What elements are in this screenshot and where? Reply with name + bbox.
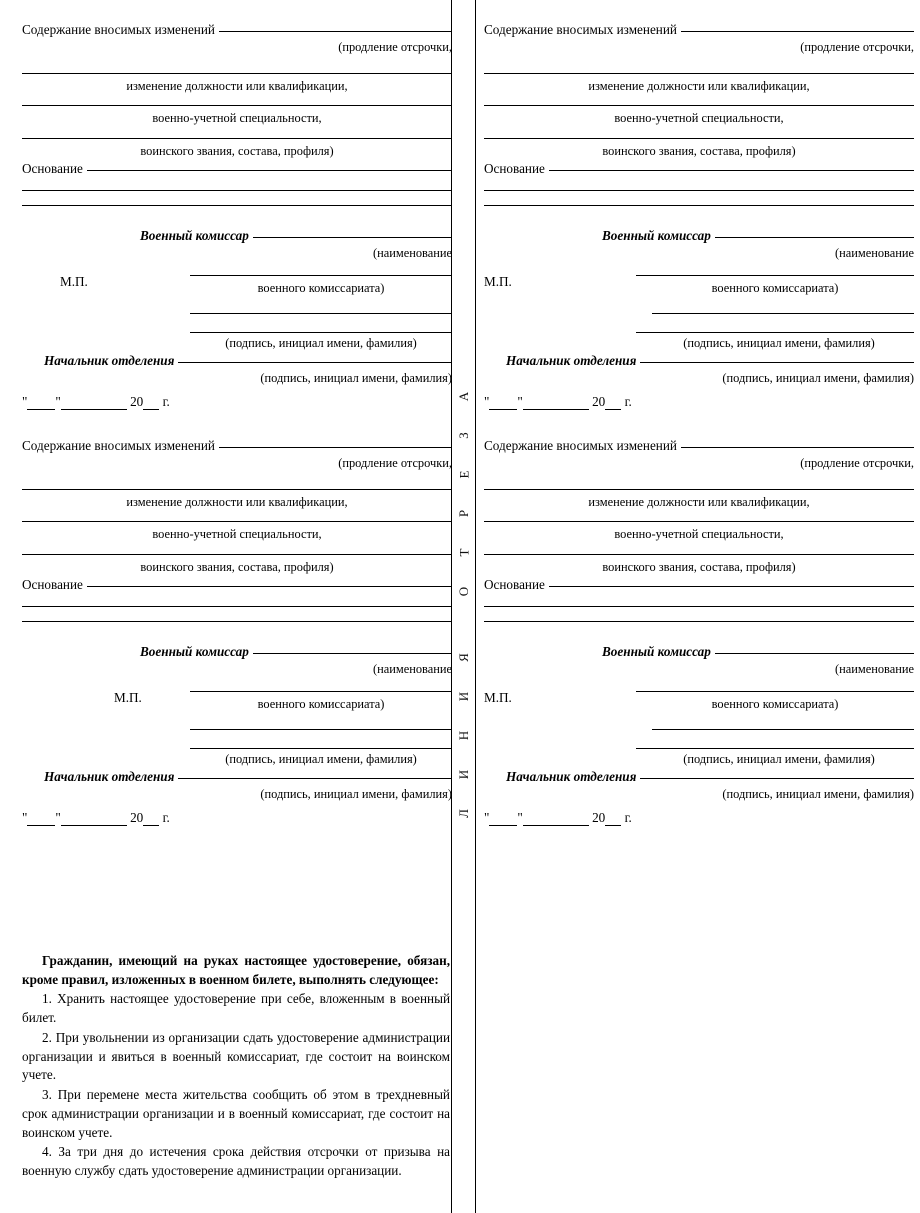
caption-rank: воинского звания, состава, профиля) (602, 144, 796, 159)
caption-name-2: военного комиссариата) (257, 696, 385, 711)
caption-extension: (продление отсрочки, (800, 40, 914, 55)
basis-line (22, 577, 452, 592)
instruction-item: 2. При увольнении из организации сдать удостоверение администрации организации и явиться в военный комиссариат, где состоит на воинском учете. (22, 1029, 450, 1083)
commissar-input-rule[interactable] (253, 653, 452, 654)
basis-line (484, 161, 914, 176)
date-quote-close: " (517, 393, 523, 409)
caption-position-change: изменение должности или квалификации, (588, 78, 810, 93)
signature-area (22, 228, 452, 410)
cut-line-letter: Т (455, 548, 471, 557)
cut-line-letter: Н (455, 730, 471, 740)
date-year-prefix: 20 (592, 393, 606, 409)
content-label: Содержание вносимых изменений (484, 437, 677, 453)
date-year-suffix: г. (162, 393, 170, 409)
seal-label: М.П. (114, 689, 142, 705)
caption-name-2: военного комиссариата) (257, 280, 385, 295)
date-quote-open: " (22, 809, 28, 825)
caption-name-1: (наименование (834, 246, 914, 261)
chief-label: Начальник отделения (506, 768, 637, 784)
chief-input-rule[interactable] (178, 362, 452, 363)
basis-label: Основание (22, 576, 83, 592)
basis-rule-3[interactable] (484, 205, 914, 206)
cut-line-vertical-label (451, 390, 476, 820)
date-month-blank[interactable] (61, 398, 127, 410)
cut-line-letter: З (455, 432, 471, 439)
date-year-blank[interactable] (143, 814, 159, 826)
chief-label: Начальник отделения (44, 768, 175, 784)
content-label: Содержание вносимых изменений (484, 22, 677, 37)
chief-label: Начальник отделения (506, 353, 637, 368)
amendment-block-left-bottom (22, 410, 452, 826)
chief-label: Начальник отделения (44, 353, 175, 368)
content-label: Содержание вносимых изменений (22, 437, 215, 453)
chief-input-rule[interactable] (178, 778, 452, 779)
chief-input-rule[interactable] (640, 778, 914, 779)
caption-rank: воинского звания, состава, профиля) (140, 559, 334, 574)
instructions-block (22, 952, 450, 1182)
basis-line (22, 161, 452, 176)
signature-area (484, 644, 914, 826)
caption-specialty: военно-учетной специальности, (152, 111, 322, 126)
cut-line-letter: А (455, 391, 471, 402)
basis-input-rule[interactable] (87, 586, 452, 587)
basis-label: Основание (484, 160, 545, 176)
commissar-line (602, 644, 914, 659)
seal-label: М.П. (484, 273, 512, 289)
caption-signature-1: (подпись, инициал имени, фамилия) (683, 752, 875, 767)
date-quote-close: " (55, 393, 61, 409)
cut-line-letter: Я (455, 652, 471, 662)
commissar-label: Военный комиссар (140, 227, 249, 243)
amendment-block-right-bottom (484, 410, 914, 826)
signature-area (484, 228, 914, 410)
date-year-prefix: 20 (130, 809, 144, 825)
caption-extension: (продление отсрочки, (338, 455, 452, 470)
date-quote-open: " (484, 809, 490, 825)
commissar-line (140, 644, 452, 659)
caption-extension: (продление отсрочки, (338, 40, 452, 55)
chief-line (506, 353, 914, 368)
caption-signature-2: (подпись, инициал имени, фамилия) (260, 786, 452, 801)
caption-signature-1: (подпись, инициал имени, фамилия) (683, 336, 875, 351)
date-month-blank[interactable] (61, 814, 127, 826)
caption-name-1: (наименование (372, 661, 452, 676)
chief-line (506, 769, 914, 784)
caption-rank: воинского звания, состава, профиля) (602, 559, 796, 574)
date-year-suffix: г. (624, 393, 632, 409)
content-input-rule[interactable] (219, 447, 452, 448)
amendment-block-right-top (484, 0, 914, 410)
commissar-line (602, 228, 914, 243)
content-line (484, 438, 914, 453)
caption-specialty: военно-учетной специальности, (614, 111, 784, 126)
basis-label: Основание (22, 160, 83, 176)
caption-position-change: изменение должности или квалификации, (126, 78, 348, 93)
content-input-rule[interactable] (219, 31, 452, 32)
basis-rule-3[interactable] (22, 621, 452, 622)
commissar-input-rule[interactable] (715, 653, 914, 654)
date-day-blank[interactable] (489, 398, 517, 410)
amendment-block-left-top (22, 0, 452, 410)
basis-rule-3[interactable] (484, 621, 914, 622)
date-quote-open: " (22, 393, 28, 409)
caption-specialty: военно-учетной специальности, (152, 527, 322, 542)
signature-area (22, 644, 452, 826)
date-year-blank[interactable] (605, 814, 621, 826)
right-column (484, 0, 914, 826)
commissar-label: Военный комиссар (602, 643, 711, 659)
date-day-blank[interactable] (27, 814, 55, 826)
cut-line-letter: Е (455, 470, 471, 479)
date-year-prefix: 20 (130, 393, 144, 409)
caption-name-1: (наименование (834, 661, 914, 676)
date-line[interactable] (484, 810, 914, 826)
date-month-blank[interactable] (523, 398, 589, 410)
date-line[interactable] (484, 394, 914, 410)
caption-signature-1: (подпись, инициал имени, фамилия) (225, 752, 417, 767)
commissar-input-rule[interactable] (253, 237, 452, 238)
caption-position-change: изменение должности или квалификации, (126, 494, 348, 509)
basis-label: Основание (484, 576, 545, 592)
cut-line-divider (451, 0, 476, 1213)
cut-line-letter: О (455, 587, 471, 597)
chief-line (44, 353, 452, 368)
date-day-blank[interactable] (489, 814, 517, 826)
content-line (22, 438, 452, 453)
caption-name-1: (наименование (372, 246, 452, 261)
cut-line-letter: И (455, 769, 471, 779)
instructions-heading: Гражданин, имеющий на руках настоящее удостоверение, обязан, кроме правил, изложенных в военном билете, выполнять следующее: (22, 953, 450, 987)
commissar-label: Военный комиссар (602, 227, 711, 243)
basis-input-rule[interactable] (87, 170, 452, 171)
cut-line-letter: Р (455, 510, 471, 518)
chief-line (44, 769, 452, 784)
caption-rank: воинского звания, состава, профиля) (140, 144, 334, 159)
date-month-blank[interactable] (523, 814, 589, 826)
chief-input-rule[interactable] (640, 362, 914, 363)
instruction-item: 1. Хранить настоящее удостоверение при себе, вложенным в военный билет. (22, 991, 450, 1026)
content-line (22, 22, 452, 37)
instruction-item: 3. При перемене места жительства сообщить об этом в трехдневный срок администрации организации и в военный комиссариат, где состоит на воинском учете. (22, 1087, 450, 1140)
date-line[interactable] (22, 394, 452, 410)
date-year-prefix: 20 (592, 809, 606, 825)
date-year-blank[interactable] (143, 398, 159, 410)
basis-input-rule[interactable] (549, 586, 914, 587)
seal-label: М.П. (60, 273, 88, 289)
date-quote-open: " (484, 393, 490, 409)
basis-rule-3[interactable] (22, 205, 452, 206)
instruction-item: 4. За три дня до истечения срока действия отсрочки от призыва на военную службу сдать удостоверение администрации организации. (22, 1144, 450, 1179)
caption-signature-2: (подпись, инициал имени, фамилия) (260, 371, 452, 386)
commissar-label: Военный комиссар (140, 643, 249, 659)
date-quote-close: " (517, 809, 523, 825)
commissar-line (140, 228, 452, 243)
caption-signature-2: (подпись, инициал имени, фамилия) (722, 371, 914, 386)
date-line[interactable] (22, 810, 452, 826)
date-year-suffix: г. (624, 809, 632, 825)
seal-label: М.П. (484, 689, 512, 705)
content-line (484, 22, 914, 37)
caption-specialty: военно-учетной специальности, (614, 527, 784, 542)
date-day-blank[interactable] (27, 398, 55, 410)
date-year-suffix: г. (162, 809, 170, 825)
caption-name-2: военного комиссариата) (711, 696, 839, 711)
basis-line (484, 577, 914, 592)
caption-extension: (продление отсрочки, (800, 455, 914, 470)
content-label: Содержание вносимых изменений (22, 22, 215, 37)
left-column (22, 0, 452, 826)
date-quote-close: " (55, 809, 61, 825)
commissar-input-rule[interactable] (715, 237, 914, 238)
content-input-rule[interactable] (681, 31, 914, 32)
caption-position-change: изменение должности или квалификации, (588, 494, 810, 509)
content-input-rule[interactable] (681, 447, 914, 448)
cut-line-letter: Л (455, 808, 471, 818)
cut-line-letter: И (455, 691, 471, 701)
caption-name-2: военного комиссариата) (711, 280, 839, 295)
caption-signature-2: (подпись, инициал имени, фамилия) (722, 786, 914, 801)
caption-signature-1: (подпись, инициал имени, фамилия) (225, 336, 417, 351)
basis-input-rule[interactable] (549, 170, 914, 171)
date-year-blank[interactable] (605, 398, 621, 410)
